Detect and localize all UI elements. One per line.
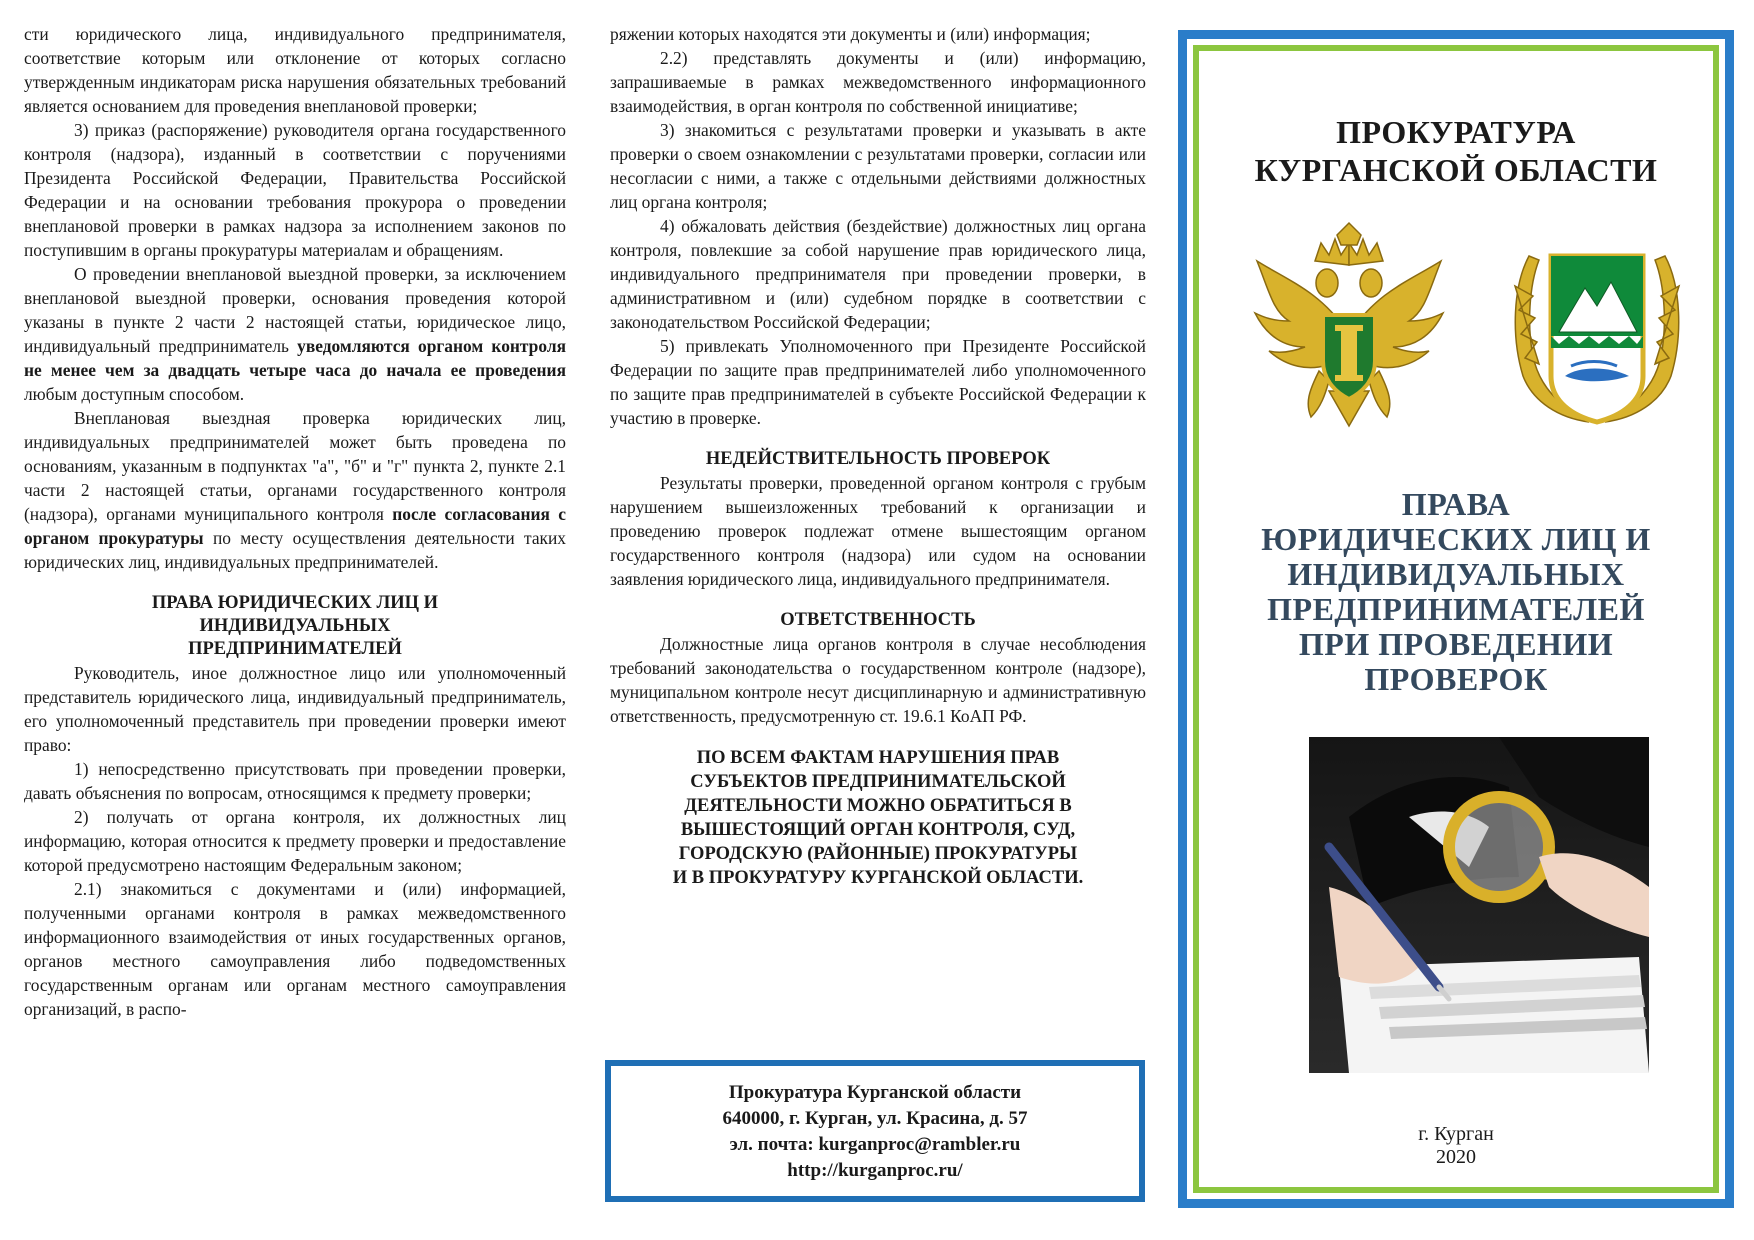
paragraph: 2.2) представлять документы и (или) информацию, запрашиваемые в рамках межведомственного информационного взаимодействия, в орган контроля по собственной инициативе; xyxy=(610,48,1146,116)
bold-phrase: уведомляются органом контроля не менее чем за двадцать четыре часа до начала ее проведения xyxy=(24,336,566,380)
contact-url[interactable]: http://kurganproc.ru/ xyxy=(787,1160,963,1181)
section-heading: НЕДЕЙСТВИТЕЛЬНОСТЬ ПРОВЕРОК xyxy=(705,449,1051,469)
prosecutor-emblem-icon xyxy=(1249,221,1449,431)
paragraph: 2.1) знакомиться с документами и (или) информацией, полученными органами контроля в рамках межведомственного информационного взаимодействия от иных государственных органов, органов местного самоуправления либо подведомственных государственным органам или органам местного самоуправления организаций, в распо- xyxy=(24,879,566,1019)
paragraph: 2) получать от органа контроля, их должностных лиц информацию, которая относится к предмету проверки и предоставление которой предусмотрено настоящим Федеральным законом; xyxy=(24,807,566,875)
paragraph: Должностные лица органов контроля в случае несоблюдения требований законодательства о государственном контроле (надзоре), муниципальном контроле несут дисциплинарную и административную ответственность, предусмотренную ст. 19.6.1 КоАП РФ. xyxy=(610,634,1146,726)
paragraph: сти юридического лица, индивидуального предпринимателя, соответствие которым или отклонение от которых согласно утвержденным индикаторам риска нарушения обязательных требований является основанием для проведения внеплановой проверки; xyxy=(24,24,566,116)
cover-footer: г. Курган 2020 xyxy=(1418,1123,1494,1168)
section-heading: ПРАВА ЮРИДИЧЕСКИХ ЛИЦ И ИНДИВИДУАЛЬНЫХ ПРЕДПРИНИМАТЕЛЕЙ xyxy=(151,593,439,659)
paragraph: ряжении которых находятся эти документы и (или) информация; xyxy=(610,24,1091,44)
paragraph: Результаты проверки, проведенной органом контроля с грубым нарушением вышеизложенных требований к организации и проведению проверок подлежат отмене вышестоящим органом государственного контроля (надзора) или судом на основании заявления юридического лица, индивидуального предпринимателя. xyxy=(610,473,1146,589)
paragraph: Руководитель, иное должностное лицо или уполномоченный представитель юридического лица, индивидуальный предприниматель, его уполномоченный представитель при проведении проверки имеют право: xyxy=(24,663,566,755)
cover-org-title: ПРОКУРАТУРА КУРГАНСКОЙ ОБЛАСТИ xyxy=(1254,114,1658,188)
contact-address: 640000, г. Курган, ул. Красина, д. 57 xyxy=(722,1108,1028,1129)
paragraph: 5) привлекать Уполномоченного при Президенте Российской Федерации по защите прав предпринимателей либо уполномоченного по защите прав предпринимателей в субъекте Российской Федерации к участию в проверке. xyxy=(610,336,1146,428)
cover-panel xyxy=(1178,30,1734,1208)
section-heading: ОТВЕТСТВЕННОСТЬ xyxy=(780,610,976,630)
bold-phrase: после согласования с органом прокуратуры xyxy=(24,504,566,548)
paragraph: 3) знакомиться с результатами проверки и указывать в акте проверки о своем ознакомлении с результатами проверки, согласии или несогласии с ними, а также с отдельными действиями должностных лиц органа контроля; xyxy=(610,120,1146,212)
callout-text: ПО ВСЕМ ФАКТАМ НАРУШЕНИЯ ПРАВ СУБЪЕКТОВ ПРЕДПРИНИМАТЕЛЬСКОЙ ДЕЯТЕЛЬНОСТИ МОЖНО ОБРАТИТЬСЯ В ВЫШЕСТОЯЩИЙ ОРГАН КОНТРОЛЯ, СУД, ГОРОДСКУЮ (РАЙОННЫЕ) ПРОКУРАТУРЫ И В ПРОКУРАТУРУ КУРГАНСКОЙ ОБЛАСТИ. xyxy=(672,748,1084,888)
text-column-left xyxy=(24,22,566,1021)
kurgan-coat-of-arms-icon xyxy=(1499,226,1695,431)
cover-main-title: ПРАВА ЮРИДИЧЕСКИХ ЛИЦ И ИНДИВИДУАЛЬНЫХ ПРЕДПРИНИМАТЕЛЕЙ ПРИ ПРОВЕДЕНИИ ПРОВЕРОК xyxy=(1261,486,1651,697)
contact-box xyxy=(605,1060,1145,1202)
paragraph: О проведении внеплановой выездной проверки, за исключением внеплановой выездной проверки, основания проведения которой указаны в пункте 2 части 2 настоящей статьи, юридическое лицо, индивидуальный предприниматель уведомляются органом контроля не менее чем за двадцать четыре часа до начала ее проведения любым доступным способом. xyxy=(24,264,566,404)
paragraph: 3) приказ (распоряжение) руководителя органа государственного контроля (надзора), изданный в соответствии с поручениями Президента Российской Федерации, Правительства Российской Федерации и на основании требования прокурора о проведении внеплановой проверки в рамках надзора за исполнением законов по поступившим в органы прокуратуры материалам и обращениям. xyxy=(24,120,566,260)
paragraph: 1) непосредственно присутствовать при проведении проверки, давать объяснения по вопросам, относящимся к предмету проверки; xyxy=(24,759,566,803)
text-column-middle xyxy=(610,22,1146,890)
contact-name: Прокуратура Курганской области xyxy=(728,1082,1022,1103)
cover-inner-frame xyxy=(1193,45,1719,1193)
contact-email[interactable]: эл. почта: kurganproc@rambler.ru xyxy=(729,1134,1021,1155)
paragraph: Внеплановая выездная проверка юридических лиц, индивидуальных предпринимателей может быть проведена по основаниям, указанным в подпунктах "а", "б" и "г" пункта 2, пункте 2.1 части 2 настоящей статьи, органами государственного контроля (надзора), органами муниципального контроля после согласования с органом прокуратуры по месту осуществления деятельности таких юридических лиц, индивидуальных предпринимателей. xyxy=(24,408,566,572)
paragraph: 4) обжаловать действия (бездействие) должностных лиц органа контроля, повлекшие за собой нарушение прав юридического лица, индивидуального предпринимателя при проведении проверки, в административном и (или) судебном порядке в соответствии с законодательством Российской Федерации; xyxy=(610,216,1146,332)
magnifier-photo xyxy=(1309,737,1649,1073)
